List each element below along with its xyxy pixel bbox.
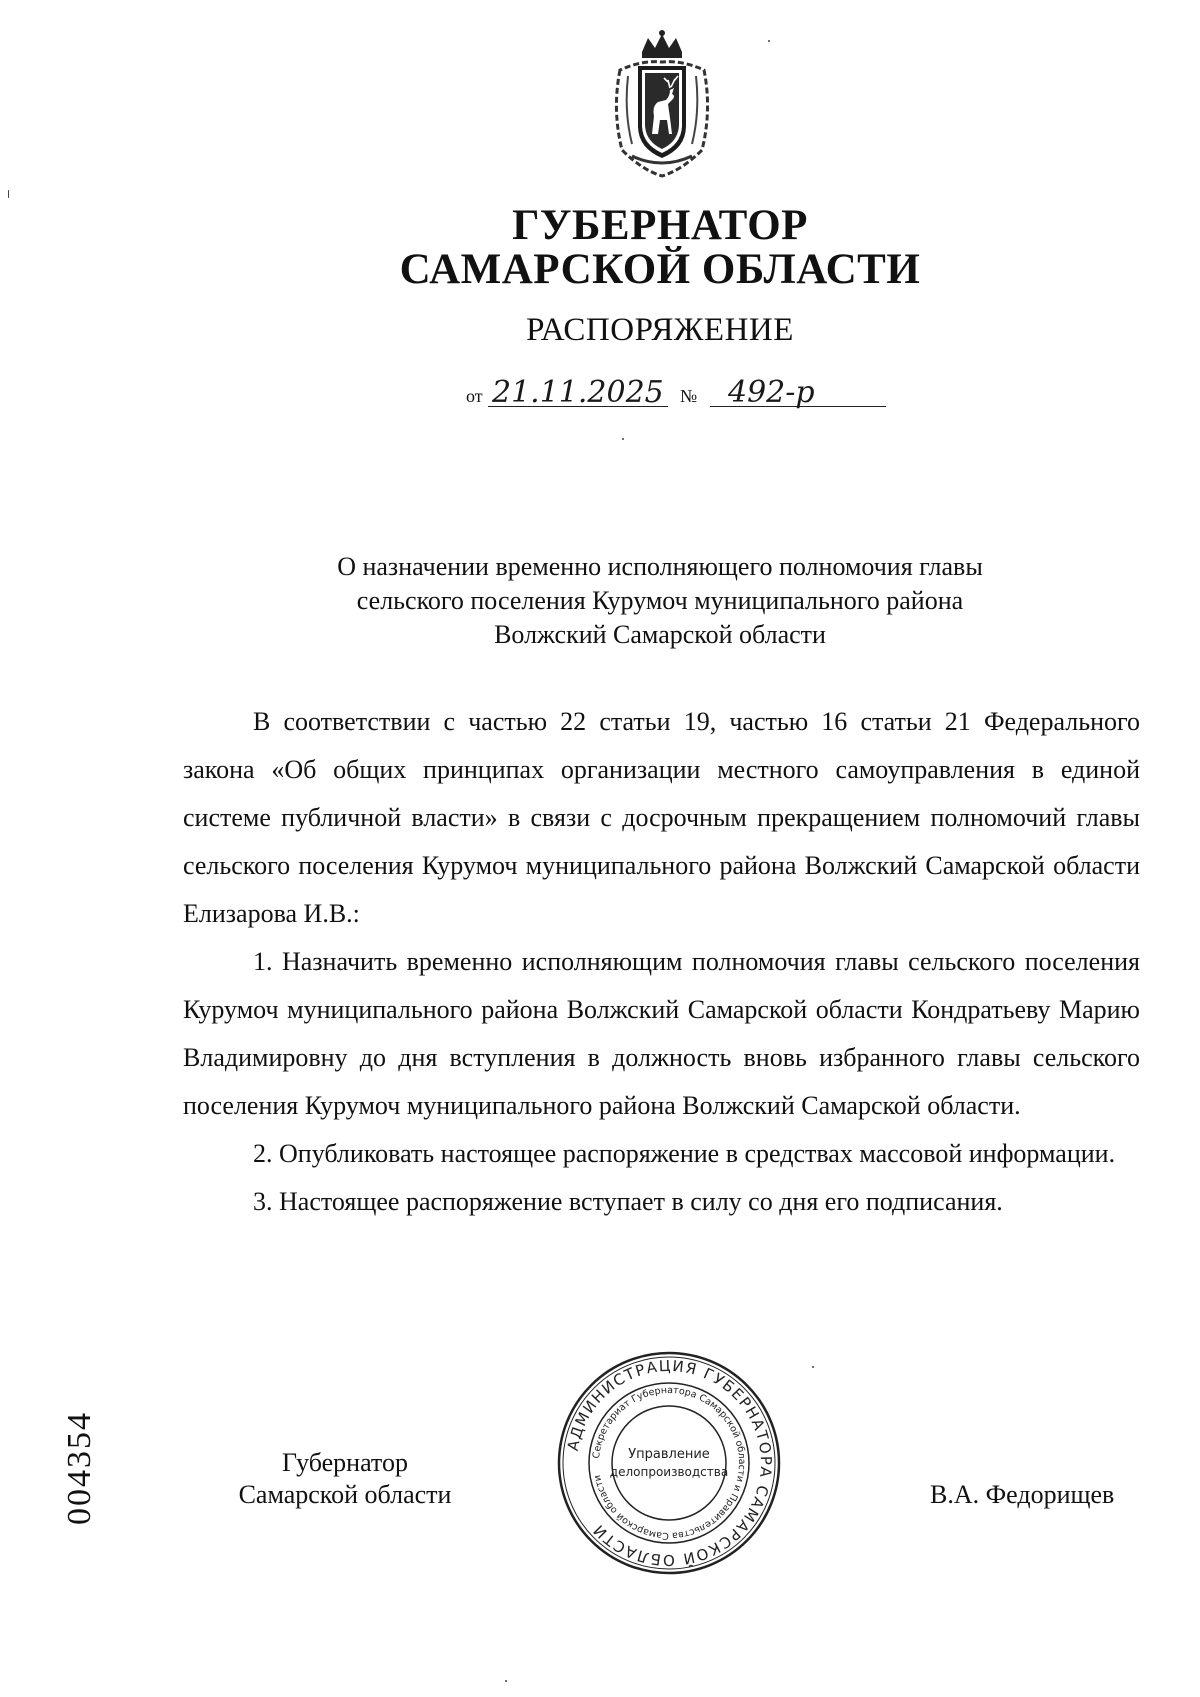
handwritten-date: 21.11.2025 xyxy=(492,375,664,410)
svg-text:Секретариат Губернатора Самарс xyxy=(591,1385,747,1541)
official-stamp xyxy=(556,1350,782,1576)
scan-speck xyxy=(812,1366,814,1368)
subject-line: сельского поселения Курумоч муниципального района xyxy=(356,586,964,615)
signatory-position-line1: Губернатор xyxy=(282,1448,408,1477)
item-1-paragraph: 1. Назначить временно исполняющим полномочия главы сельского поселения Курумоч муниципального района Волжский Самарской области Кондратьеву Марию Владимировну до дня вступления в должность вновь избранного главы сельского поселения Курумоч муниципального района Волжский Самарской области. xyxy=(183,947,1140,1120)
subject-line: О назначении временно исполняющего полномочия главы xyxy=(337,552,983,581)
date-prefix: от xyxy=(466,386,483,406)
coat-of-arms-emblem xyxy=(592,30,732,180)
scan-speck xyxy=(622,438,624,440)
document-body xyxy=(183,698,1140,1226)
signatory-name: В.А. Федорищев xyxy=(930,1480,1115,1509)
scan-edge-mark xyxy=(8,190,9,198)
document-subject xyxy=(280,550,1040,652)
stamp-inner-text: Секретариат Губернатора Самарской области и Правительства Самарской области xyxy=(591,1384,748,1542)
item-3-paragraph: 3. Настоящее распоряжение вступает в силу со дня его подписания. xyxy=(253,1187,1003,1216)
number-prefix: № xyxy=(680,386,698,406)
document-title-line2: САМАРСКОЙ ОБЛАСТИ xyxy=(399,246,921,293)
preamble-paragraph: В соответствии с частью 22 статьи 19, частью 16 статьи 21 Федерального закона «Об общих принципах организации местного самоуправления в единой системе публичной власти» в связи с досрочным прекращением полномочий главы сельского поселения Курумоч муниципального района Волжский Самарской области Елизарова И.В.: xyxy=(183,707,1140,928)
document-title-line1: ГУБЕРНАТОР xyxy=(512,202,808,249)
document-type: РАСПОРЯЖЕНИЕ xyxy=(526,312,794,348)
item-2-paragraph: 2. Опубликовать настоящее распоряжение в средствах массовой информации. xyxy=(253,1139,1116,1168)
scan-speck xyxy=(768,40,770,42)
subject-line: Волжский Самарской области xyxy=(494,620,826,649)
signatory-position-line2: Самарской области xyxy=(238,1480,452,1509)
handwritten-date-number xyxy=(466,364,886,420)
stamp-center-line2: делопроизводства xyxy=(609,1465,729,1479)
stamp-outer-text: АДМИНИСТРАЦИЯ ГУБЕРНАТОРА САМАРСКОЙ ОБЛАСТИ xyxy=(563,1356,776,1570)
stamp-center-line1: Управление xyxy=(628,1447,710,1462)
date-number-line xyxy=(466,364,886,420)
handwritten-number: 492-р xyxy=(728,375,815,410)
signatory-position xyxy=(215,1447,475,1511)
registration-number: 004354 xyxy=(61,1411,98,1525)
scan-speck xyxy=(505,1680,507,1682)
